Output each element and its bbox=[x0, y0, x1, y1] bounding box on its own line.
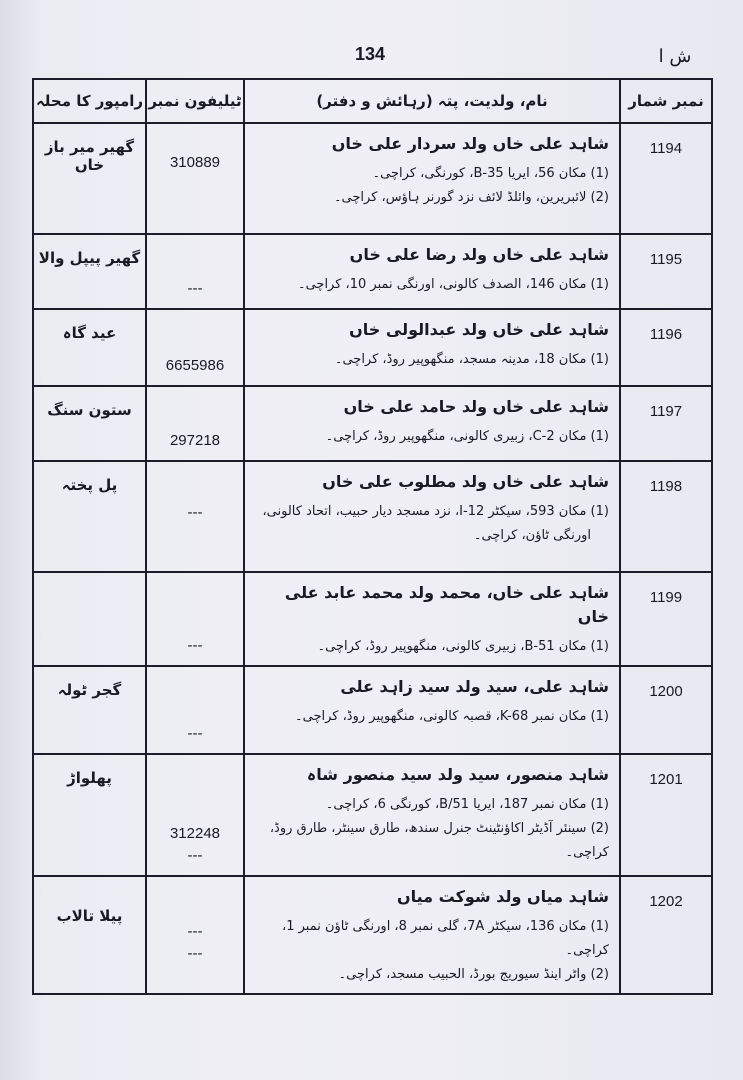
entry-name: شاہد علی خاں ولد سردار علی خاں bbox=[331, 134, 609, 153]
table-row bbox=[33, 123, 712, 234]
phone-cell bbox=[146, 386, 244, 461]
phone-cell bbox=[146, 123, 244, 234]
table-row bbox=[33, 876, 712, 994]
table-row bbox=[33, 386, 712, 461]
address-line: (1) مکان 593، سیکٹر I-12، نزد مسجد دیار حبیب، اتحاد کالونی، bbox=[262, 504, 609, 519]
serial-cell: 1202 bbox=[620, 876, 712, 994]
table-row bbox=[33, 234, 712, 309]
address-line: (1) مکان نمبر K-68، قصبہ کالونی، منگھوپیر روڈ، کراچی۔ bbox=[295, 709, 609, 724]
page-number: 134 bbox=[354, 44, 386, 64]
table-row bbox=[33, 572, 712, 666]
mohalla-cell: گھیر میر باز خاں bbox=[33, 123, 146, 234]
mohalla-cell: گجر ٹولہ bbox=[33, 666, 146, 754]
entry-name: شاہد علی، سید ولد سید زاہد علی bbox=[340, 677, 609, 696]
register-table bbox=[32, 78, 713, 995]
phone-cell bbox=[146, 754, 244, 876]
entry-cell bbox=[244, 754, 620, 876]
header-serial: نمبر شمار bbox=[620, 79, 712, 123]
entry-name: شاہد علی خاں ولد حامد علی خاں bbox=[343, 397, 609, 416]
serial-cell: 1200 bbox=[620, 666, 712, 754]
mohalla-cell: پھلواڑ bbox=[33, 754, 146, 876]
phone-number: --- bbox=[187, 923, 203, 940]
serial-cell: 1199 bbox=[620, 572, 712, 666]
serial-cell: 1195 bbox=[620, 234, 712, 309]
serial-cell: 1196 bbox=[620, 309, 712, 386]
address-line: اورنگی ٹاؤن، کراچی۔ bbox=[473, 528, 591, 543]
entry-cell bbox=[244, 876, 620, 994]
phone-cell bbox=[146, 309, 244, 386]
address-line: (2) لائبریرین، وائلڈ لائف نزد گورنر ہاؤس، کراچی۔ bbox=[333, 190, 609, 205]
mohalla-cell: عید گاہ bbox=[33, 309, 146, 386]
phone-number: --- bbox=[187, 280, 203, 297]
address-line: (1) مکان 18، مدینہ مسجد، منگھوپیر روڈ، کراچی۔ bbox=[334, 352, 609, 367]
entry-name: شاہد علی خاں ولد رضا علی خاں bbox=[349, 245, 609, 264]
header-row bbox=[33, 79, 712, 123]
mohalla-cell: پیلا تالاب bbox=[33, 876, 146, 994]
address-line: (1) مکان نمبر 187، ایریا 51/B، کورنگی 6، کراچی۔ bbox=[325, 797, 609, 812]
entry-cell bbox=[244, 386, 620, 461]
phone-number: --- bbox=[187, 725, 203, 742]
address-line: (2) سینئر آڈیٹر اکاؤنٹینٹ جنرل سندھ، طارق سینٹر، طارق روڈ، کراچی۔ bbox=[269, 821, 609, 860]
address-line: (2) واٹر اینڈ سیوریج بورڈ، الحبیب مسجد، کراچی۔ bbox=[338, 967, 609, 982]
phone-number: --- bbox=[187, 637, 203, 654]
entry-name: شاہد علی خاں ولد مطلوب علی خاں bbox=[322, 472, 609, 491]
mohalla-cell bbox=[33, 572, 146, 666]
mohalla-cell: پل پختہ bbox=[33, 461, 146, 572]
entry-cell bbox=[244, 572, 620, 666]
entry-cell bbox=[244, 309, 620, 386]
section-letter: ش ا bbox=[658, 46, 692, 67]
entry-cell bbox=[244, 234, 620, 309]
entry-name: شاہد علی خاں ولد عبدالولی خاں bbox=[349, 320, 609, 339]
entry-name: شاہد علی خاں، محمد ولد محمد عابد علی خاں bbox=[284, 583, 609, 626]
phone-cell bbox=[146, 234, 244, 309]
serial-cell: 1194 bbox=[620, 123, 712, 234]
entry-name: شاہد میاں ولد شوکت میاں bbox=[396, 887, 609, 906]
phone-cell bbox=[146, 572, 244, 666]
serial-cell: 1198 bbox=[620, 461, 712, 572]
phone-cell bbox=[146, 876, 244, 994]
header-mohalla: رامپور کا محلہ bbox=[33, 79, 146, 123]
phone-cell bbox=[146, 461, 244, 572]
mohalla-cell: ستون سنگ bbox=[33, 386, 146, 461]
header-phone: ٹیلیفون نمبر bbox=[146, 79, 244, 123]
table-row bbox=[33, 666, 712, 754]
address-line: (1) مکان 136، سیکٹر 7A، گلی نمبر 8، اورنگی ٹاؤن نمبر 1، کراچی۔ bbox=[281, 919, 609, 958]
entry-cell bbox=[244, 461, 620, 572]
mohalla-cell: گھیر پیپل والا bbox=[33, 234, 146, 309]
serial-cell: 1201 bbox=[620, 754, 712, 876]
address-line: (1) مکان C-2، زبیری کالونی، منگھوپیر روڈ، کراچی۔ bbox=[325, 429, 609, 444]
phone-cell bbox=[146, 666, 244, 754]
phone-number: --- bbox=[187, 503, 203, 521]
serial-cell: 1197 bbox=[620, 386, 712, 461]
entry-cell bbox=[244, 666, 620, 754]
entry-name: شاہد منصور، سید ولد سید منصور شاہ bbox=[306, 765, 609, 784]
entry-cell bbox=[244, 123, 620, 234]
address-line: (1) مکان 146، الصدف کالونی، اورنگی نمبر 10، کراچی۔ bbox=[297, 277, 609, 292]
phone-number: 312248 bbox=[169, 825, 221, 842]
header-name: نام، ولدیت، پتہ (رہائش و دفتر) bbox=[244, 79, 620, 123]
address-line: (1) مکان B-51، زبیری کالونی، منگھوپیر روڈ، کراچی۔ bbox=[317, 639, 609, 654]
table-row bbox=[33, 309, 712, 386]
table-row bbox=[33, 754, 712, 876]
phone-number: 297218 bbox=[169, 432, 221, 449]
phone-number: --- bbox=[187, 847, 203, 864]
phone-number: 310889 bbox=[169, 153, 221, 171]
phone-number: 6655986 bbox=[165, 357, 225, 374]
address-line: (1) مکان 56، ایریا B-35، کورنگی، کراچی۔ bbox=[372, 166, 609, 181]
table-row bbox=[33, 461, 712, 572]
phone-number: --- bbox=[187, 945, 203, 962]
